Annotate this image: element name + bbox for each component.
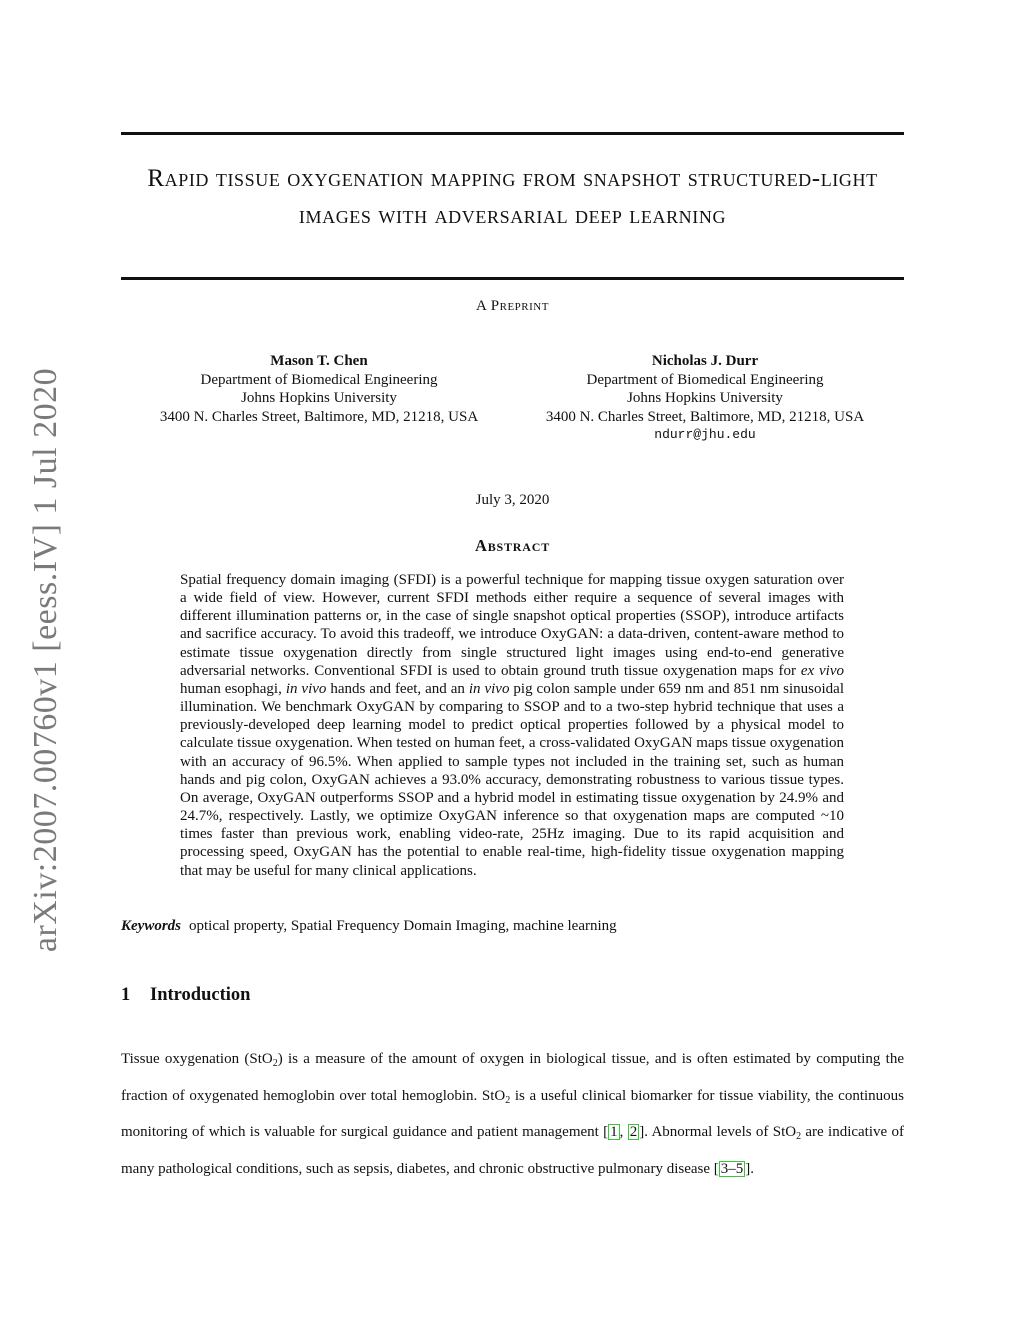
- author-block-1: [129, 352, 509, 426]
- author-institution: Johns Hopkins University: [241, 390, 397, 406]
- intro-text: ) is a measure of the amount of oxygen in biological tissue, and is often estimated by computing the fraction of oxygenated hemoglobin over total hemoglobin. StO: [121, 1051, 904, 1104]
- section-heading: [121, 985, 250, 1006]
- citation-link[interactable]: 1: [610, 1124, 618, 1141]
- intro-text: ].: [745, 1160, 755, 1177]
- publication-date: July 3, 2020: [475, 492, 550, 508]
- title-rule-bottom: [121, 277, 904, 280]
- arxiv-identifier: arXiv:2007.00760v1 [eess.IV] 1 Jul 2020: [27, 367, 64, 953]
- keywords-line: [121, 918, 904, 935]
- section-number: 1: [121, 985, 131, 1005]
- intro-text: is a useful clinical biomarker for tissue viability, the continuous monitoring of which is valuable for surgical guidance and patient management [: [121, 1087, 904, 1141]
- author-email[interactable]: ndurr@jhu.edu: [654, 427, 756, 442]
- abstract-text-part: hands and feet, and an: [326, 680, 469, 697]
- abstract-emphasis: in vivo: [285, 680, 327, 697]
- subscript: 2: [796, 1131, 802, 1143]
- keywords-text: optical property, Spatial Frequency Domain Imaging, machine learning: [189, 918, 617, 934]
- abstract-text-part: Spatial frequency domain imaging (SFDI) is a powerful technique for mapping tissue oxygen saturation over a wide field of view. However, current SFDI methods either require a sequence of several images with different illumination patterns or, in the case of single snapshot optical properties (SSOP), introduce artifacts and sacrifice accuracy. To avoid this tradeoff, we introduce OxyGAN: a data-driven, content-aware method to estimate tissue oxygenation directly from single structured light images using end-to-end generative adversarial networks. Conventional SFDI is used to obtain ground truth tissue oxygenation maps for: [180, 572, 844, 679]
- author-address: 3400 N. Charles Street, Baltimore, MD, 21218, USA: [545, 408, 865, 425]
- abstract-text-part: human esophagi,: [180, 680, 286, 697]
- author-name: Nicholas J. Durr: [651, 353, 759, 369]
- paper-title: Rapid tissue oxygenation mapping from snapshot structured-light images with adversarial deep learning: [147, 165, 878, 229]
- intro-text: are indicative of many pathological conditions, such as sepsis, diabetes, and chronic obstructive pulmonary disease [: [121, 1124, 904, 1177]
- section-title: Introduction: [150, 985, 251, 1005]
- title-rule-top: [121, 132, 904, 135]
- author-address: 3400 N. Charles Street, Baltimore, MD, 21218, USA: [159, 408, 479, 425]
- subscript: 2: [272, 1058, 278, 1069]
- arxiv-stamp: [0, 0, 90, 1325]
- author-department: Department of Biomedical Engineering: [586, 371, 824, 388]
- abstract-heading: Abstract: [475, 536, 550, 555]
- abstract-emphasis: in vivo: [468, 680, 510, 697]
- citation-link[interactable]: 3–5: [720, 1160, 744, 1177]
- intro-text: Tissue oxygenation (StO: [121, 1051, 273, 1067]
- introduction-paragraph: [121, 1041, 904, 1187]
- citation-separator: ,: [619, 1124, 628, 1141]
- subscript: 2: [505, 1094, 511, 1106]
- abstract-emphasis: ex vivo: [800, 662, 844, 679]
- keywords-label: Keywords: [121, 918, 181, 934]
- author-name: Mason T. Chen: [270, 353, 368, 369]
- author-block-2: [515, 352, 895, 445]
- author-institution: Johns Hopkins University: [627, 390, 783, 406]
- author-department: Department of Biomedical Engineering: [200, 371, 438, 388]
- preprint-label: A Preprint: [476, 298, 549, 314]
- abstract-text: [180, 571, 844, 880]
- citation-link[interactable]: 2: [629, 1124, 638, 1141]
- abstract-text-part: pig colon sample under 659 nm and 851 nm sinusoidal illumination. We benchmark OxyGAN by comparing to SSOP and to a two-step hybrid technique that uses a previously-developed deep learning model to predict optical properties followed by a physical model to calculate tissue oxygenation. When tested on human feet, a cross-validated OxyGAN maps tissue oxygenation with an accuracy of 96.5%. When applied to sample types not included in the training set, such as human hands and pig colon, OxyGAN achieves a 93.0% accuracy, demonstrating robustness to various tissue types. On average, OxyGAN outperforms SSOP and a hybrid model in estimating tissue oxygenation by 24.9% and 24.7%, respectively. Lastly, we optimize OxyGAN inference so that oxygenation maps are computed ~10 times faster than previous work, enabling video-rate, 25Hz imaging. Due to its rapid acquisition and processing speed, OxyGAN has the potential to enable real-time, high-fidelity tissue oxygenation mapping that may be useful for many clinical applications.: [180, 680, 844, 879]
- intro-text: ]. Abnormal levels of StO: [639, 1124, 797, 1141]
